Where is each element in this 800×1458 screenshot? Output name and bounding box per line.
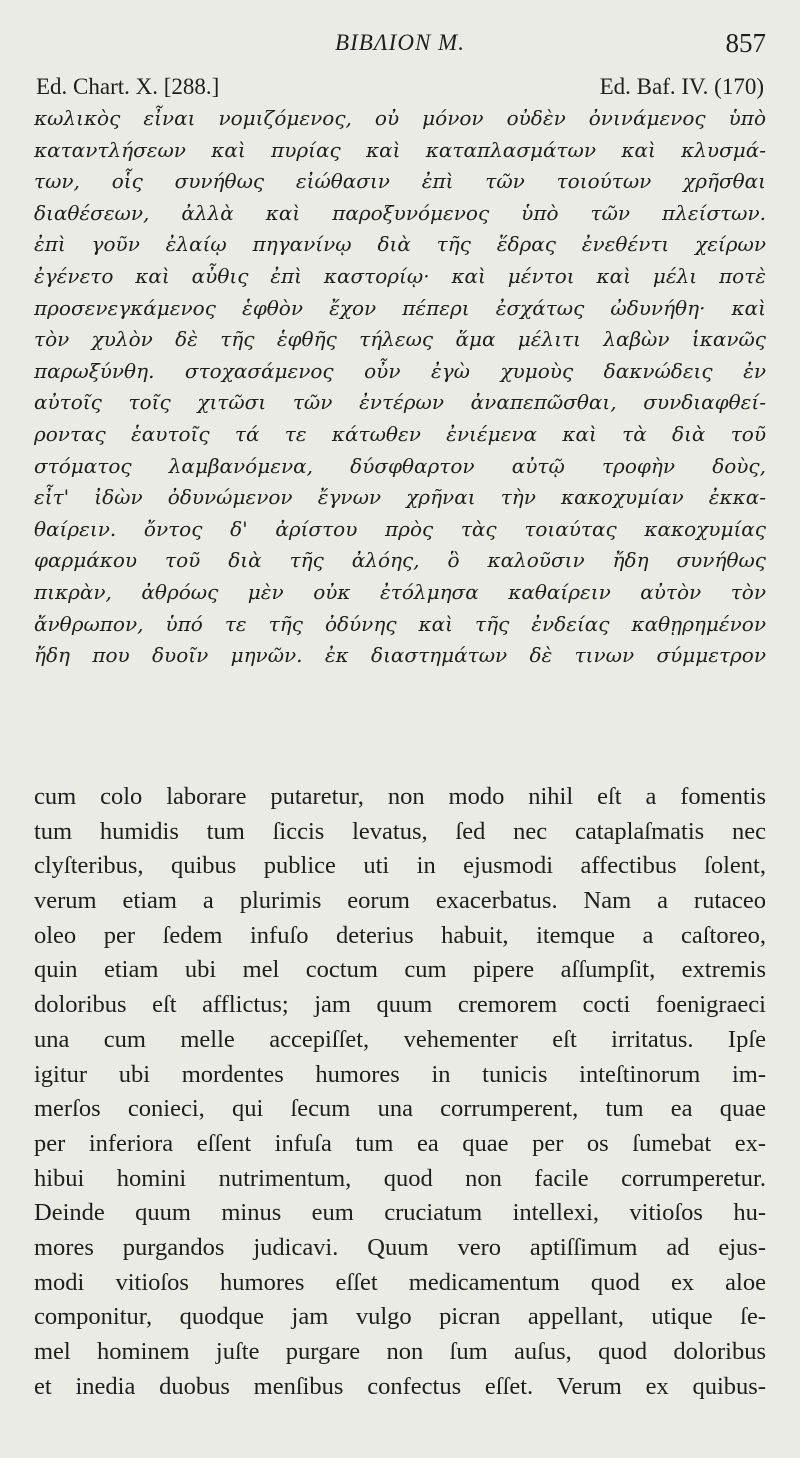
greek-text-line: διαθέσεων, ἀλλὰ καὶ παροξυνόμενος ὑπὸ τῶν πλείστων. [34,200,766,225]
greek-text-line: θαίρειν. ὄντος δ' ἀρίστου πρὸς τὰς τοιαύτας κακοχυμίας [34,516,766,541]
latin-text-line: cum colo laborare putaretur, non modo nihil eſt a fomentis [34,783,766,810]
greek-text-line: τὸν χυλὸν δὲ τῆς ἑφθῆς τήλεως ἅμα μέλιτι λαβὼν ἱκανῶς [34,327,766,352]
greek-text-line: ροντας ἑαυτοῖς τά τε κάτωθεν ἐνιέμενα καὶ τὰ διὰ τοῦ [34,421,766,446]
latin-text-block [34,780,766,1404]
running-title: ΒΙΒΛΙΟΝ Μ. [335,30,465,55]
greek-text-line: παρωξύνθη. στοχασάμενος οὖν ἐγὼ χυμοὺς δακνώδεις ἐν [34,358,766,383]
latin-text-line: per inferiora eſſent infuſa tum ea quae per os ſumebat ex- [34,1129,766,1157]
greek-text-line: αὐτοῖς τοῖς χιτῶσι τῶν ἐντέρων ἀναπεπῶσθαι, συνδιαφθεί- [34,390,766,415]
greek-text-line: κωλικὸς εἶναι νομιζόμενος, οὐ μόνον οὐδὲν ὀνινάμενος ὑπὸ [34,106,766,130]
greek-text-block [34,103,766,672]
latin-text-line: verum etiam a plurimis eorum exacerbatus. Nam a rutaceo [34,887,766,915]
latin-text-line: mel hominem juſte purgare non ſum auſus, quod doloribus [34,1338,766,1365]
latin-text-line: et inedia duobus menſibus confectus eſſet. Verum ex quibus- [34,1372,766,1400]
greek-text-line: ἐπὶ γοῦν ἐλαίῳ πηγανίνῳ διὰ τῆς ἕδρας ἐνεθέντι χείρων [34,232,766,257]
latin-text-line: mores purgandos judicavi. Quum vero aptiſſimum ad ejus- [34,1233,766,1261]
greek-text-line: προσενεγκάμενος ἑφθὸν ἔχον πέπερι ἐσχάτως ὠδυνήθη· καὶ [34,295,766,320]
edition-basel-reference: Ed. Baf. IV. (170) [599,74,764,99]
greek-text-line: στόματος λαμβανόμενα, δύσφθαρτον αὐτῷ τροφὴν δοὺς, [34,453,766,478]
greek-text-line: καταντλήσεων καὶ πυρίας καὶ καταπλασμάτων καὶ κλυσμά- [34,137,766,162]
latin-text-line: una cum melle accepiſſet, vehementer eſt irritatus. Ipſe [34,1025,766,1053]
latin-text-line: oleo per ſedem infuſo deterius habuit, itemque a caſtoreo, [34,921,766,949]
edition-chart-reference: Ed. Chart. X. [288.] [36,74,220,99]
latin-text-line: igitur ubi mordentes humores in tunicis inteſtinorum im- [34,1060,766,1088]
greek-text-line: πικρὰν, ἀθρόως μὲν οὐκ ἐτόλμησα καθαίρειν αὐτὸν τὸν [34,579,766,604]
greek-text-line: ἄνθρωπον, ὑπό τε τῆς ὀδύνης καὶ τῆς ἐνδείας καθῃρημένον [34,611,766,636]
greek-text-line: φαρμάκου τοῦ διὰ τῆς ἀλόης, ὃ καλοῦσιν ἤδη συνήθως [34,548,766,573]
greek-text-line: ἤδη που δυοῖν μηνῶν. ἐκ διαστημάτων δὲ τινων σύμμετρον [34,643,766,668]
latin-text-line: quin etiam ubi mel coctum cum pipere aſſumpſit, extremis [34,956,766,984]
greek-text-line: εἶτ' ἰδὼν ὀδυνώμενον ἔγνων χρῆναι τὴν κακοχυμίαν ἐκκα- [34,485,766,510]
latin-text-line: componitur, quodque jam vulgo picran appellant, utique ſe- [34,1303,766,1331]
latin-text-line: modi vitioſos humores eſſet medicamentum quod ex aloe [34,1268,766,1296]
latin-text-line: tum humidis tum ſiccis levatus, ſed nec cataplaſmatis nec [34,817,766,845]
latin-text-line: clyſteribus, quibus publice uti in ejusmodi affectibus ſolent, [34,852,766,880]
greek-text-line: ἐγένετο καὶ αὖθις ἐπὶ καστορίῳ· καὶ μέντοι καὶ μέλι ποτὲ [34,263,766,288]
latin-text-line: hibui homini nutrimentum, quod non facile corrumperetur. [34,1164,766,1192]
greek-text-line: των, οἷς συνήθως εἰώθασιν ἐπὶ τῶν τοιούτων χρῆσθαι [34,169,766,194]
latin-text-line: Deinde quum minus eum cruciatum intellexi, vitioſos hu- [34,1199,766,1227]
latin-text-line: doloribus eſt afflictus; jam quum cremorem cocti foenigraeci [34,991,766,1019]
latin-text-line: merſos conieci, qui ſecum una corrumperent, tum ea quae [34,1095,766,1123]
page-number: 857 [725,28,766,58]
